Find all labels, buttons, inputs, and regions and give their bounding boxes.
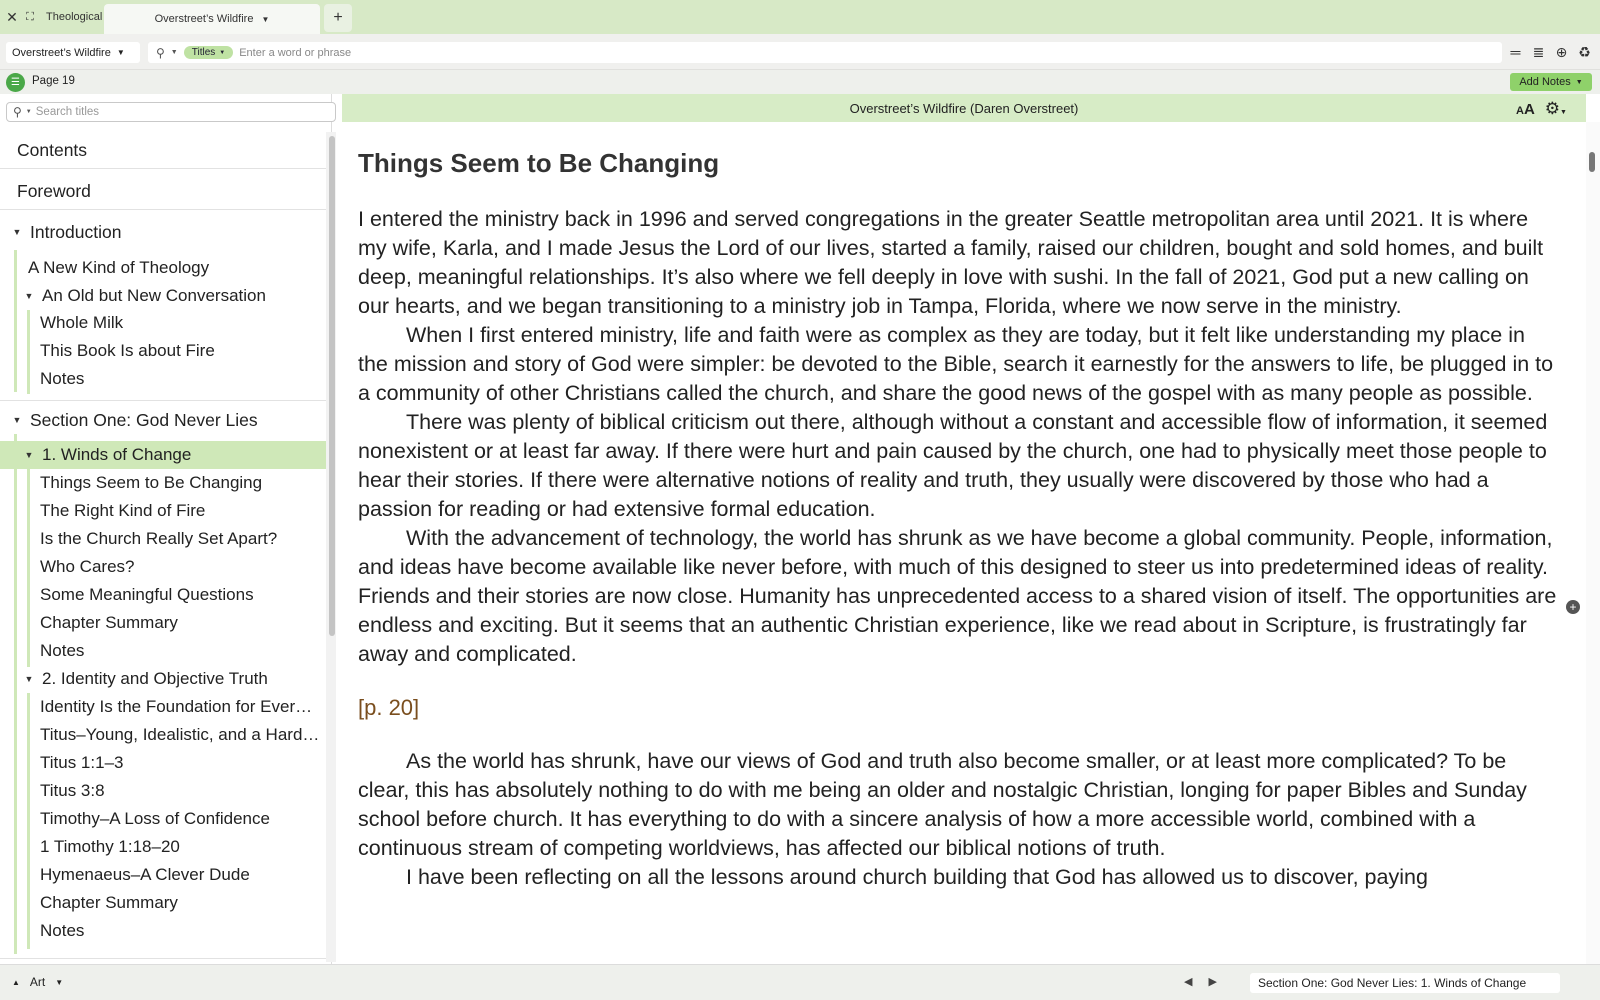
toc-item[interactable]: 1 Timothy 1:18–20 xyxy=(40,837,180,856)
toc-item[interactable]: Whole Milk xyxy=(40,313,124,332)
search-scope-label: Titles xyxy=(191,47,216,58)
recycle-icon[interactable]: ♻ xyxy=(1578,44,1591,60)
triangle-down-icon[interactable]: ▼ xyxy=(12,415,22,425)
triangle-down-icon[interactable]: ▼ xyxy=(24,674,34,684)
toc-item-label: 2. Identity and Objective Truth xyxy=(42,669,268,688)
toc-item[interactable]: Titus 1:1–3 xyxy=(40,753,124,772)
toolbar xyxy=(0,34,1600,70)
page-marker: [p. 20] xyxy=(358,695,420,720)
sidebar xyxy=(0,94,332,964)
toc-item-foreword[interactable]: Foreword xyxy=(17,180,91,201)
add-note-icon[interactable]: + xyxy=(1566,600,1580,614)
paragraph: I entered the ministry back in 1996 and served congregations in the greater Seattle metropolitan area until 2021. It is where my wife, Karla, and I made Jesus the Lord of our lives, started a family, raised our children, bought and sold homes, and built deep, meaningful relationships. It’s also where we fell deeply in love with sushi. In the fall of 2021, God put a new calling on our hearts, and we began transitioning to a ministry job in Tampa, Florida, where we now serve in the ministry. xyxy=(358,207,1544,318)
book-select[interactable] xyxy=(6,42,140,63)
font-size-icon[interactable]: AA xyxy=(1516,100,1535,118)
sidebar-scroll-thumb[interactable] xyxy=(329,136,335,636)
tab-overstreets-wildfire[interactable] xyxy=(104,4,320,34)
chevron-down-icon: ▼ xyxy=(219,49,226,56)
tool-icons xyxy=(1508,42,1592,62)
gear-icon[interactable]: ⚙▼ xyxy=(1544,99,1567,118)
back-arrow-icon[interactable]: ◀ xyxy=(1184,976,1193,988)
toc-item[interactable]: Things Seem to Be Changing xyxy=(40,473,263,492)
book-select-label: Overstreet’s Wildfire xyxy=(12,46,111,59)
toc-item-label: Introduction xyxy=(30,221,122,242)
search-icon[interactable]: ⚲ xyxy=(156,45,165,60)
toc-item[interactable] xyxy=(0,693,326,721)
parallel-icon[interactable]: ═ xyxy=(1510,44,1521,60)
tab-label: Overstreet’s Wildfire xyxy=(154,13,254,25)
toc-item[interactable]: Is the Church Really Set Apart? xyxy=(40,529,278,548)
toc-item[interactable]: The Right Kind of Fire xyxy=(40,501,206,520)
forward-arrow-icon[interactable]: ▶ xyxy=(1208,976,1217,988)
toc-item-label: Identity Is the Foundation for Ever… xyxy=(40,697,313,716)
toc-item-section-one[interactable] xyxy=(0,406,326,434)
chevron-down-icon: ▼ xyxy=(1560,109,1567,116)
toc-item-label: An Old but New Conversation xyxy=(42,286,266,305)
paragraph: With the advancement of technology, the world has shrunk as we have become a global community. People, information, and ideas have become available like never before, with much of this designed to steer us into predetermined ideas of reality. Friends and their stories are now close. Humanity has unprecedented access to a shared vision of itself. The opportunities are endless and exciting. But it seems that an authentic Christian experience, like we read about in Scripture, is frustratingly far away and complicated. xyxy=(358,526,1557,666)
title-search-input[interactable] xyxy=(36,106,316,118)
toc-item[interactable]: Timothy–A Loss of Confidence xyxy=(40,809,270,828)
chevron-down-icon: ▼ xyxy=(1575,78,1583,86)
reader-pane xyxy=(342,122,1586,964)
divider xyxy=(0,958,326,959)
toc-item-label: 1. Winds of Change xyxy=(42,445,192,464)
toc-item[interactable]: Some Meaningful Questions xyxy=(40,585,254,604)
reader-content xyxy=(358,148,1558,892)
history-nav xyxy=(1184,975,1217,988)
chevron-down-icon: ▼ xyxy=(55,977,64,987)
close-icon[interactable]: ✕ xyxy=(6,8,18,25)
add-notes-button[interactable] xyxy=(1510,73,1592,91)
triangle-down-icon[interactable]: ▼ xyxy=(24,450,34,460)
new-tab-button[interactable]: + xyxy=(324,4,352,32)
toc-item-introduction[interactable] xyxy=(0,218,326,246)
chevron-down-icon: ▼ xyxy=(116,48,125,57)
section-heading: Things Seem to Be Changing xyxy=(358,148,720,178)
paragraph: I have been reflecting on all the lessons around church building that God has allowed us to discover, paying xyxy=(406,865,1428,889)
expand-icon[interactable]: ⛶ xyxy=(26,10,34,23)
text-align-icon[interactable]: ≣ xyxy=(1532,44,1545,60)
add-notes-label: Add Notes xyxy=(1519,76,1571,88)
reader-header: Overstreet’s Wildfire (Daren Overstreet) xyxy=(342,94,1586,122)
divider xyxy=(0,400,326,401)
reader-scroll-thumb[interactable] xyxy=(1589,152,1595,172)
art-toggle[interactable] xyxy=(12,975,63,989)
toc-item-identity-objective-truth[interactable] xyxy=(0,665,326,693)
triangle-up-icon: ▲ xyxy=(12,977,20,987)
reader-tools xyxy=(1516,99,1567,119)
tab-theological[interactable]: Theological xyxy=(46,11,103,23)
title-search xyxy=(6,102,336,122)
paragraph: As the world has shrunk, have our views of God and truth also become smaller, or at least more complicated? To be clear, this has absolutely nothing to do with me being an older and nostalgic Christian, longing for paper Bibles and Sunday school before church. It has everything to do with a sincere analysis of how a more accessible world, combined with a continuous stream of competing worldviews, has affected our biblical notions of truth. xyxy=(358,749,1527,860)
toc-item[interactable]: Notes xyxy=(40,921,85,940)
add-circle-icon[interactable]: ⊕ xyxy=(1555,44,1568,60)
search-input[interactable] xyxy=(239,47,839,59)
search-icon[interactable]: ⚲ xyxy=(13,105,22,119)
reader-scrollbar[interactable] xyxy=(1586,122,1600,964)
chevron-down-icon[interactable]: ▼ xyxy=(170,49,178,56)
search-scope-pill[interactable] xyxy=(184,46,233,59)
toc-item-label: Titus–Young, Idealistic, and a Hard… xyxy=(40,725,320,744)
toc-item-contents[interactable]: Contents xyxy=(17,139,88,160)
page-label: Page 19 xyxy=(32,75,75,87)
status-bar xyxy=(0,964,1600,1000)
toc-item-winds-of-change[interactable] xyxy=(0,441,326,469)
paragraph: When I first entered ministry, life and faith were as complex as they are today, but it felt like understanding my place in the mission and story of God were simpler: be devoted to the Bible, search it earnestly for the answers to life, be plugged in to a community of other Christians called the church, and share the good news of the gospel with as many people as possible. xyxy=(358,323,1554,405)
toc-item[interactable]: Hymenaeus–A Clever Dude xyxy=(40,865,250,884)
location-field[interactable]: Section One: God Never Lies: 1. Winds of Change xyxy=(1250,973,1560,993)
toc-item[interactable]: This Book Is about Fire xyxy=(40,341,215,360)
sub-bar xyxy=(0,70,1600,94)
search-bar xyxy=(148,42,1502,63)
tab-bar xyxy=(0,0,1600,34)
toc-item[interactable]: Notes xyxy=(40,369,85,388)
toc-item[interactable]: Notes xyxy=(40,641,85,660)
toc-item[interactable]: Who Cares? xyxy=(40,557,135,576)
triangle-down-icon[interactable]: ▼ xyxy=(12,227,22,237)
divider xyxy=(0,209,326,210)
toc-item[interactable] xyxy=(0,721,326,749)
chevron-down-icon[interactable]: ▼ xyxy=(261,14,270,24)
toc-item[interactable]: Titus 3:8 xyxy=(40,781,105,800)
toc-item[interactable]: A New Kind of Theology xyxy=(28,258,210,277)
paragraph: There was plenty of biblical criticism out there, although without a constant and accessible flow of information, it seemed nonexistent or at least far away. If there were hurt and pain caused by the church, one had to physically meet those people to hear their stories. If there were alternative notions of reality and truth, they usually were discovered by those who had a passion for reading or had extensive formal education. xyxy=(358,410,1548,521)
toc-item-old-new-conversation[interactable] xyxy=(0,282,326,310)
divider xyxy=(0,168,326,169)
toc-item[interactable]: Chapter Summary xyxy=(40,893,178,912)
toc-item-label: Section One: God Never Lies xyxy=(30,409,258,430)
chevron-down-icon[interactable]: ▼ xyxy=(25,109,32,115)
triangle-down-icon[interactable]: ▼ xyxy=(24,291,34,301)
list-icon[interactable]: ☰ xyxy=(6,73,25,92)
toc-item[interactable]: Chapter Summary xyxy=(40,613,178,632)
art-label: Art xyxy=(29,975,46,989)
